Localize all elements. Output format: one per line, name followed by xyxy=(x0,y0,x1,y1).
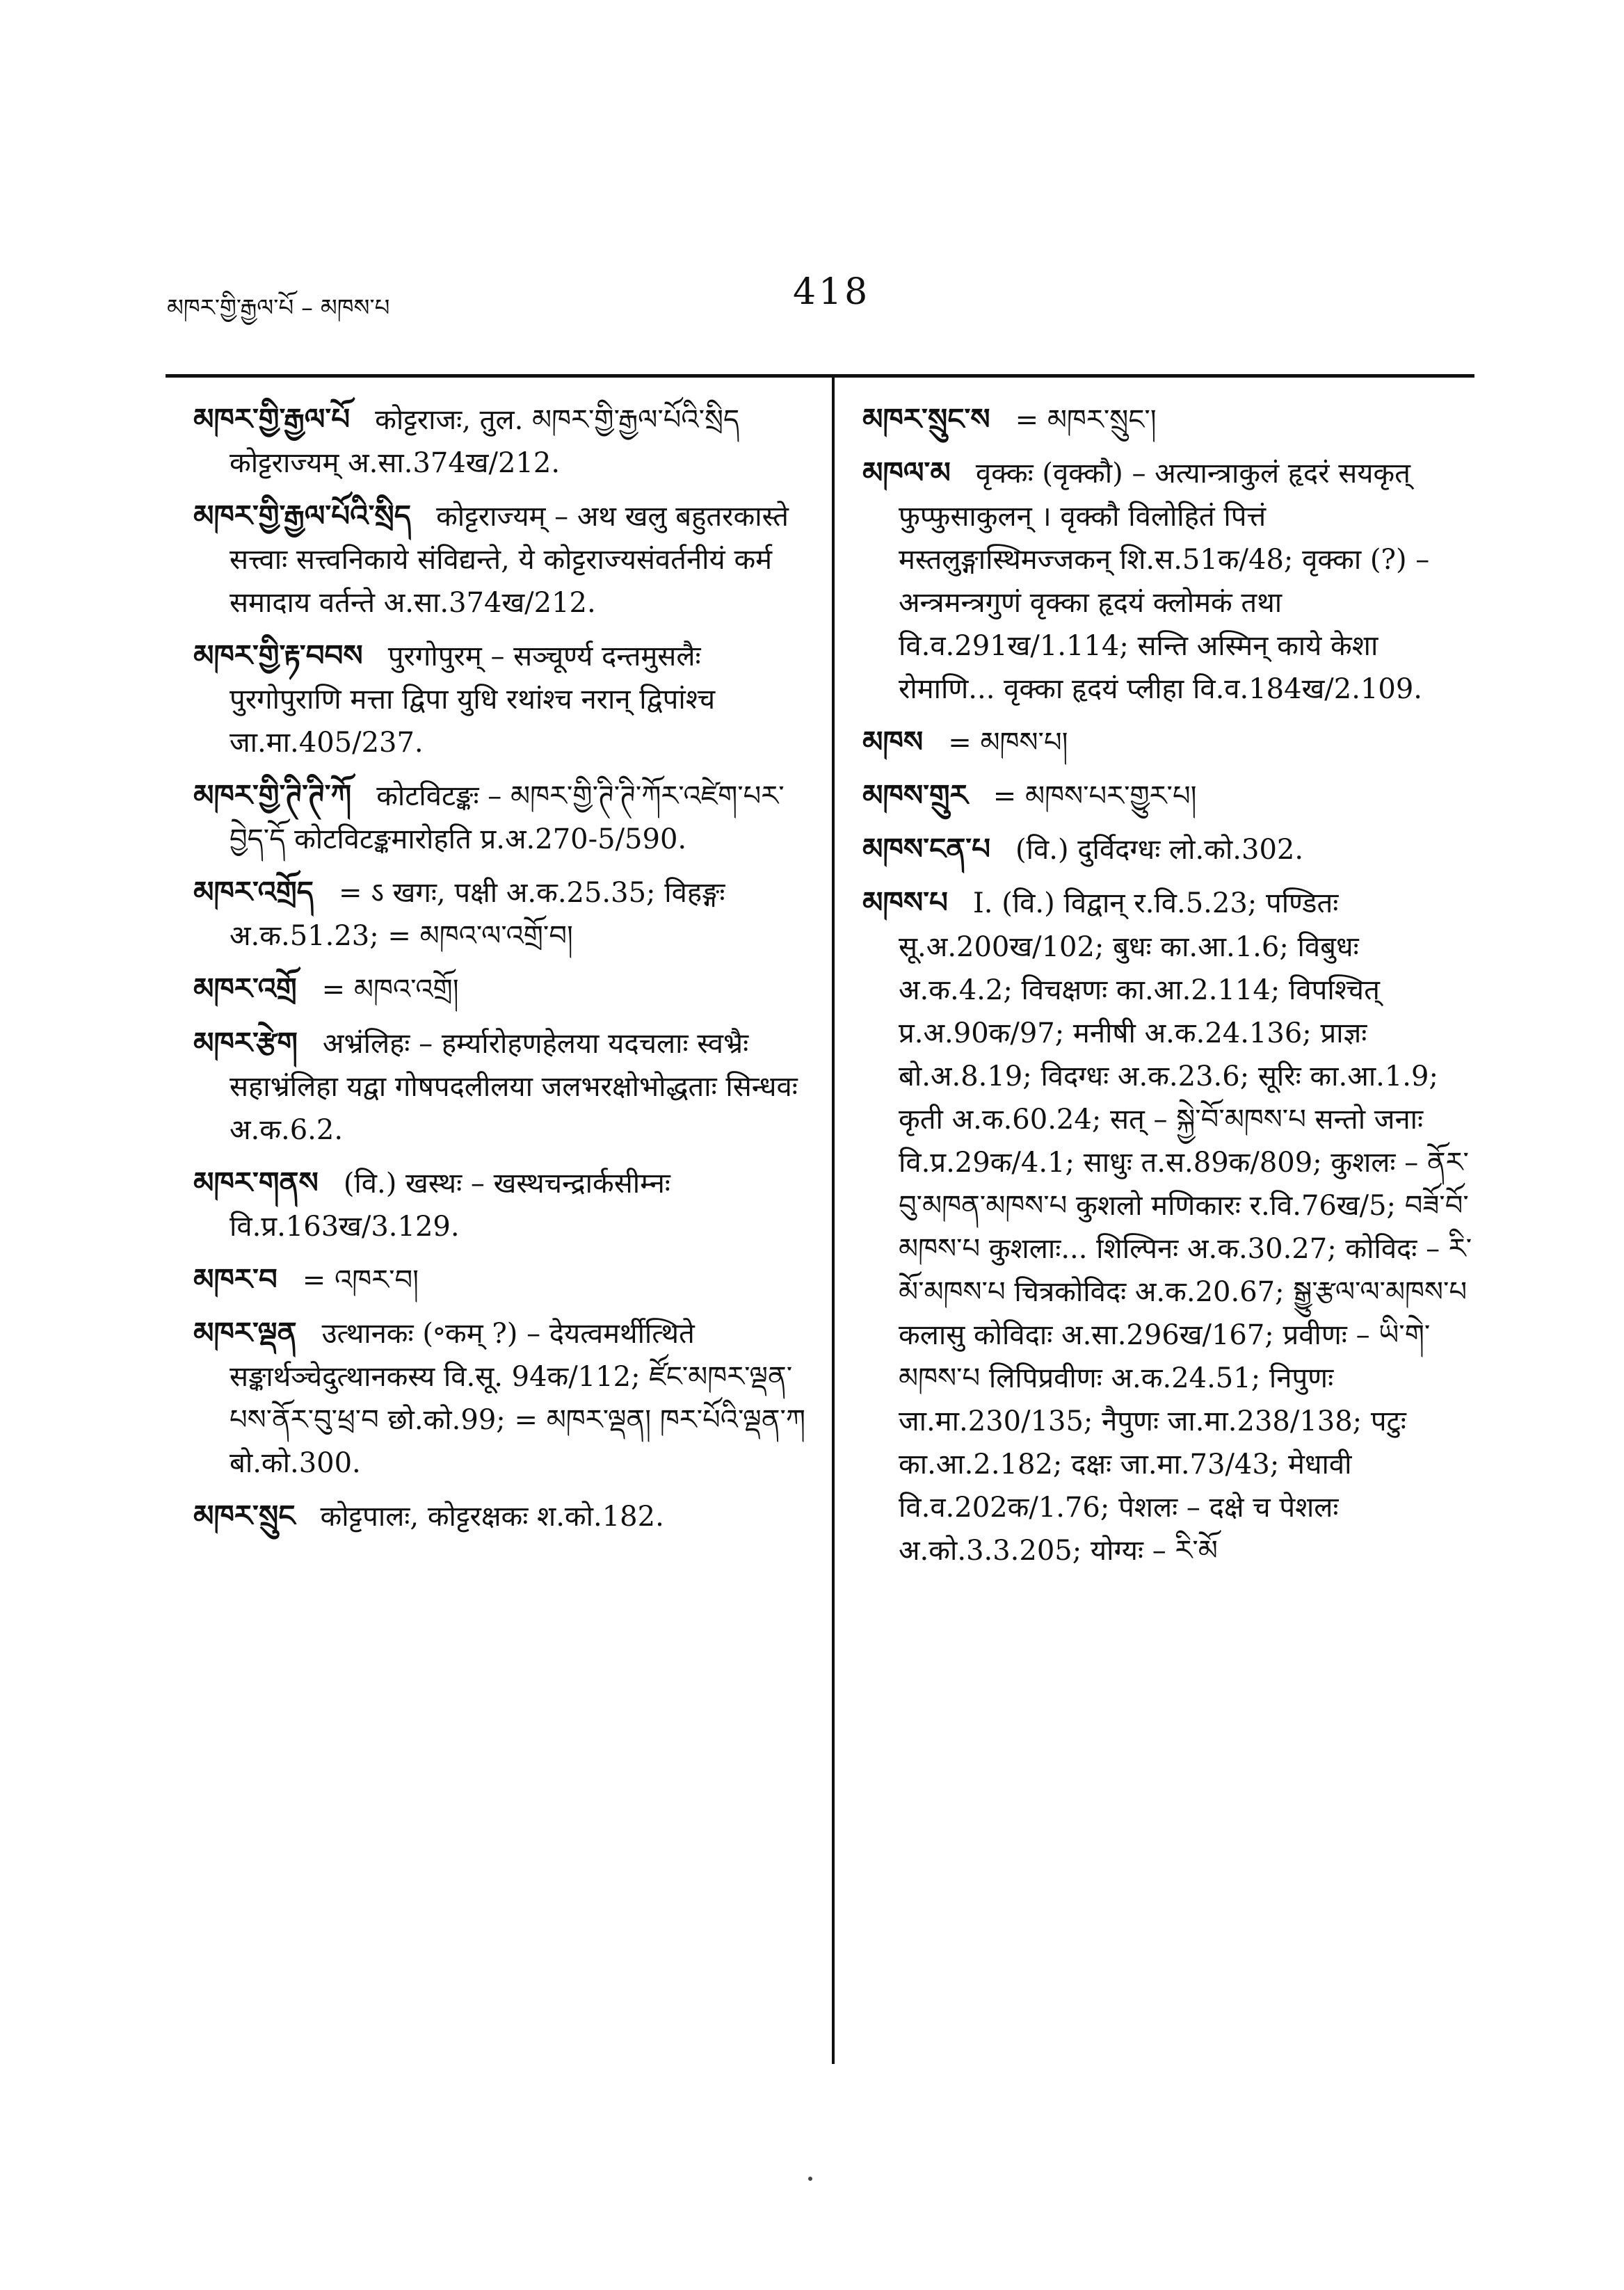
entry-text: (वि.) दुर्विदग्धः लो.को.302. xyxy=(1015,834,1304,866)
column-divider xyxy=(832,378,835,2064)
entry-text: = མཁར་སྲུང་། xyxy=(1015,404,1157,436)
entry-headword: མཁལ་མ xyxy=(862,455,951,490)
entry-text: = འཁར་བ། xyxy=(302,1264,419,1296)
entry-headword: མཁར་གནས xyxy=(193,1165,319,1200)
dictionary-entry xyxy=(862,396,1474,442)
dictionary-entry xyxy=(193,1257,812,1302)
entry-headword: མཁར་གྱི་རྒྱལ་པོ xyxy=(193,402,351,436)
entry-headword: མཁར་ལྡན xyxy=(193,1315,297,1350)
dictionary-entry xyxy=(193,966,812,1011)
dictionary-entry xyxy=(862,719,1474,764)
entry-text: (वि.) खस्थः – खस्थचन्द्रार्कसीम्नः वि.प्र.163ख/3.129. xyxy=(230,1167,670,1243)
dictionary-entry xyxy=(193,1160,812,1248)
entry-headword: མཁས་པ xyxy=(862,885,948,920)
entry-text: = མཁའ་འགྲོ། xyxy=(321,974,459,1006)
left-column xyxy=(193,396,812,1547)
entry-headword: མཁར་གྱི་རྟ་བབས xyxy=(193,638,363,673)
entry-text: = ऽ खगः, पक्षी अ.क.25.35; विहङ्गः अ.क.51.23; = མཁའ་ལ་འགྲོ་བ། xyxy=(230,877,725,953)
entry-text: वृक्कः (वृक्कौ) – अत्यान्त्राकुलं हृदरं सयकृत् फुप्फुसाकुलन् । वृक्कौ विलोहितं पित्तं मस्तलुङ्गास्थिमज्जकन् शि.स.51क/48; वृक्का (?) – अन्त्रमन्त्रगुणं वृक्का हृदयं क्लोमकं तथा वि.व.291ख/1.114; सन्ति अस्मिन् काये केशा रोमाणि... वृक्का हृदयं प्लीहा वि.व.184ख/2.109. xyxy=(899,458,1430,706)
entry-text: उत्थानकः (॰कम् ?) – देयत्वमर्थीत्थिते सङ्कार्थञ्चेदुत्थानकस्य वि.सू. 94क/112; ཛོང་མཁར་ལྡན་པས་ནོར་བུ་ཕྲ་བ छो.को.99; = མཁར་ལྡན། ཁར་པོའི་ལྡན་ཀ बो.को.300. xyxy=(230,1317,806,1479)
dictionary-entry xyxy=(862,880,1474,1572)
dictionary-entry xyxy=(193,493,812,624)
entry-headword: མཁར་སྲུང་ས xyxy=(862,402,990,436)
entry-text: I. (वि.) विद्वान् र.वि.5.23; पण्डितः सू.अ.200ख/102; बुधः का.आ.1.6; विबुधः अ.क.4.2; विचक्षणः का.आ.2.114; विपश्चित् प्र.अ.90क/97; मनीषी अ.क.24.136; प्राज्ञः बो.अ.8.19; विदग्धः अ.क.23.6; सूरिः का.आ.1.9; कृती अ.क.60.24; सत् – སྐྱེ་བོ་མཁས་པ सन्तो जनाः वि.प्र.29क/4.1; साधुः त.स.89क/809; कुशलः – ནོར་བུ་མཁན་མཁས་པ कुशलो मणिकारः र.वि.76ख/5; བཟོ་བོ་མཁས་པ कुशलाः... शिल्पिनः अ.क.30.27; कोविदः – རི་མོ་མཁས་པ चित्रकोविदः अ.क.20.67; སྒྱུ་རྩལ་ལ་མཁས་པ कलासु कोविदाः अ.सा.296ख/167; प्रवीणः – ཡི་གེ་མཁས་པ लिपिप्रवीणः अ.क.24.51; निपुणः जा.मा.230/135; नैपुणः जा.मा.238/138; पटुः का.आ.2.182; दक्षः जा.मा.73/43; मेधावी वि.व.202क/1.76; पेशलः – दक्षे च पेशलः अ.को.3.3.205; योग्यः – རི་མོ xyxy=(899,887,1472,1567)
page-header xyxy=(167,271,1474,334)
entry-text: कोट्टपालः, कोट्टरक्षकः श.को.182. xyxy=(320,1500,664,1533)
dictionary-entry xyxy=(193,396,812,485)
entry-headword: མཁས་གྲུར xyxy=(862,778,968,813)
dictionary-entry xyxy=(193,1310,812,1485)
page-number: 418 xyxy=(793,271,871,313)
entry-headword: མཁར་གྱི་ཊི་ཊི་ཀོ xyxy=(193,778,352,813)
entry-text: अभ्रंलिहः – हर्म्यारोहणहेलया यदचलाः स्वभ्रैः सहाभ्रंलिहा यद्वा गोषपदलीलया जलभरक्षोभोद्धताः सिन्धवः अ.क.6.2. xyxy=(230,1027,798,1146)
scan-speck xyxy=(808,2177,812,2181)
entry-text: पुरगोपुरम् – सञ्चूर्ण्य दन्तमुसलैः पुरगोपुराणि मत्ता द्विपा युधि रथांश्च नरान् द्विपांश्च जा.मा.405/237. xyxy=(230,640,716,759)
entry-headword: མཁར་འགྲོ xyxy=(193,971,297,1006)
running-head: མཁར་གྱི་རྒྱལ་པོ – མཁས་པ xyxy=(167,294,390,322)
entry-headword: མཁར་བ xyxy=(193,1261,278,1296)
entry-headword: མཁར་འགྲོད xyxy=(193,875,314,910)
entry-text: = མཁས་པར་གྱུར་པ། xyxy=(992,780,1197,813)
dictionary-entry xyxy=(193,869,812,958)
dictionary-entry xyxy=(862,450,1474,711)
dictionary-entry xyxy=(862,773,1474,818)
entry-text: कोट्टराजः, तुल. མཁར་གྱི་རྒྱལ་པོའི་སྲིད कोट्टराज्यम् अ.सा.374ख/212. xyxy=(230,404,740,480)
entry-text: कोट्टराज्यम् – अथ खलु बहुतरकास्ते सत्त्वाः सत्त्वनिकाये संविद्यन्ते, ये कोट्टराज्यसंवर्तनीयं कर्म समादाय वर्तन्ते अ.सा.374ख/212. xyxy=(230,501,789,620)
dictionary-entry xyxy=(193,633,812,764)
right-column xyxy=(862,396,1474,1581)
entry-headword: མཁར་གྱི་རྒྱལ་པོའི་སྲིད xyxy=(193,499,412,533)
dictionary-entry xyxy=(193,1020,812,1152)
dictionary-entry xyxy=(862,826,1474,871)
dictionary-entry xyxy=(193,773,812,861)
entry-text: कोटविटङ्कः – མཁར་གྱི་ཊི་ཊི་ཀོར་འཛེག་པར་བྱེད་དོ कोटविटङ्कमारोहति प्र.अ.270-5/590. xyxy=(230,780,785,856)
entry-headword: མཁས xyxy=(862,725,924,759)
entry-headword: མཁར་རྩེག xyxy=(193,1025,298,1060)
entry-headword: མཁར་སྲུང xyxy=(193,1498,296,1533)
entry-headword: མཁས་ངན་པ xyxy=(862,832,991,866)
dictionary-entry xyxy=(193,1493,812,1538)
header-rule xyxy=(166,374,1474,378)
entry-text: = མཁས་པ། xyxy=(948,727,1068,759)
